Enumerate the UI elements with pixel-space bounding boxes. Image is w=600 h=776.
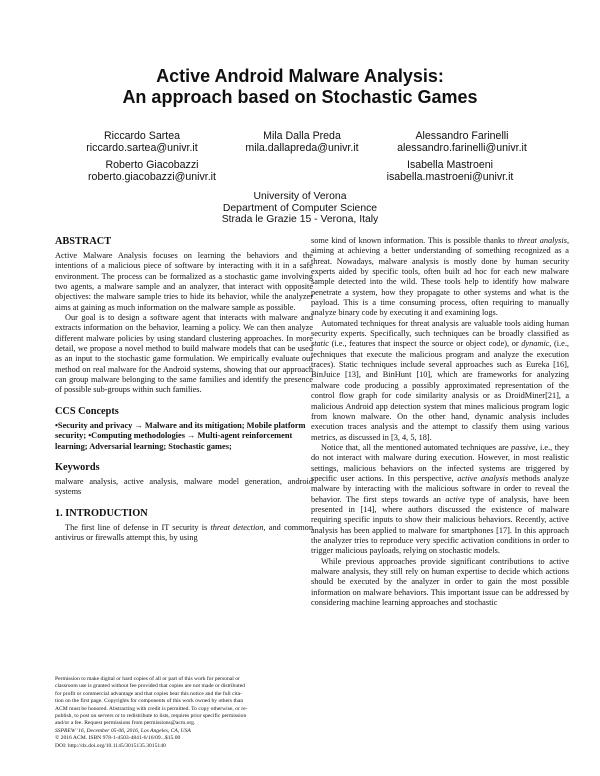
text-run: , aiming at achieving a better understanding of something recognized as a threat. Nowadays, malware analysis is mostly done by human security experts aided by specific tools, often built ad hoc for each new malware sample detected into the wild. These tools help to identify how malware penetrate a system, how they propagate to other systems and what is the payload. This is a time consuming process, often requiring to manually analyze binary code by executing it and examining logs. <box>311 236 570 318</box>
title-line-1: Active Android Malware Analysis: <box>156 66 444 86</box>
conference-line: SSPREW '16, December 05-06, 2016, Los Angeles, CA, USA <box>55 727 191 734</box>
permission-line: tion on the first page. Copyrights for components of this work owned by others than <box>55 698 244 705</box>
affiliation-line: Department of Computer Science <box>222 202 378 214</box>
introduction-heading: 1. INTRODUCTION <box>55 507 148 519</box>
permission-line: ACM must be honored. Abstracting with credit is permitted. To copy otherwise, or re- <box>55 705 248 712</box>
permission-line: for profit or commercial advantage and that copies bear this notice and the full cita- <box>55 690 243 697</box>
abstract-paragraph: Active Malware Analysis focuses on learning the behaviors and the intentions of a malicious piece of software by interacting with it in a safe environment. The process can be formalized as a stochastic game involving two agents, a malware sample and an analyzer, that interact with opposite objectives: the malware sample tries to hide its behavior, while the analyzer aims at gaining as much information on the malware sample as possible. <box>55 251 313 312</box>
copyright-line: © 2016 ACM. ISBN 978-1-4503-4841-6/16/09...$15.00 <box>55 735 181 742</box>
author-block <box>372 130 552 154</box>
author-email: isabella.mastroeni@univr.it <box>386 171 514 183</box>
text-run: , (i.e., techniques that execute the malicious program and analyze the execution traces). Static techniques include several approaches such as Eureka [16], BinJuice [13], and BinHunt [10], which are frameworks for analyzing malware code producing a possibly approximated representation of the control flow graph for code similarity analysis or as DroidMiner[21], a malicious Android app detection system that mines malicious program logic from known malware. On the other hand, dynamic analysis includes execution traces analysis and the attempt to classify them using various metrics, as discussed in [3, 4, 5, 18]. <box>311 339 569 442</box>
author-email: alessandro.farinelli@univr.it <box>397 142 527 154</box>
abstract-heading: ABSTRACT <box>55 236 112 247</box>
author-email: mila.dallapreda@univr.it <box>245 142 359 154</box>
text-run: some kind of known information. This is possible thanks to <box>311 236 518 245</box>
ccs-heading: CCS Concepts <box>55 405 119 417</box>
text-run: , and common antivirus or firewalls attempt this, by using <box>55 522 313 543</box>
paper-title <box>0 66 600 108</box>
introduction-paragraph <box>55 523 313 544</box>
body-paragraph <box>311 443 569 557</box>
emphasis: active analysis <box>457 473 509 483</box>
author-email: riccardo.sartea@univr.it <box>86 142 198 154</box>
affiliation <box>0 191 600 226</box>
emphasis: threat analysis <box>517 236 567 245</box>
author-name: Isabella Mastroeni <box>407 159 493 171</box>
author-block <box>222 130 382 154</box>
author-block <box>360 159 540 183</box>
text-run: (i.e., features that inspect the source or object code), or <box>328 339 522 349</box>
permission-line: classroom use is granted without fee provided that copies are not made or distributed <box>55 683 245 690</box>
emphasis: active <box>445 494 466 504</box>
right-column <box>311 236 569 608</box>
permission-notice <box>55 676 317 750</box>
author-email: roberto.giacobazzi@univr.it <box>88 171 216 183</box>
body-paragraph <box>311 319 569 443</box>
keywords-heading: Keywords <box>55 462 100 474</box>
emphasis: threat detection <box>210 522 264 532</box>
affiliation-line: Strada le Grazie 15 - Verona, Italy <box>221 214 379 225</box>
title-line-2: An approach based on Stochastic Games <box>122 87 478 107</box>
permission-line: and/or a fee. Request permissions from permissions@acm.org. <box>55 720 196 727</box>
body-paragraph: While previous approaches provide significant contributions to active malware analysis, they still rely on human expertise to decide which actions should be executed by the analyzer in order to gain the most possible information on malware behaviors. This important issue can be addressed by considering machine learning approaches and stochastic <box>311 556 569 608</box>
keywords-text: malware analysis, active analysis, malware model generation, android systems <box>55 477 313 497</box>
text-run: Notice that, all the mentioned automated techniques are <box>321 442 512 452</box>
text-run: type of analysis, have been presented in [14], where authors discussed the existence of malware requiring specific inputs to show their malicious behaviors. Recently, active analysis has been applied to malware for smartphones [17]. In this approach the analyzer tries to reproduce very specific activation conditions in order to trigger malicious payloads, relying on stochastic models. <box>311 494 569 556</box>
author-block <box>62 130 222 154</box>
permission-line: publish, to post on servers or to redistribute to lists, requires prior specific permission <box>55 713 247 720</box>
emphasis: dynamic <box>521 339 550 349</box>
author-name: Alessandro Farinelli <box>415 130 509 142</box>
text-run: Automated techniques for threat analysis are valuable tools aiding human security experts. Specifically, such techniques can be broadly classified as <box>311 318 569 339</box>
permission-line: Permission to make digital or hard copies of all or part of this work for personal or <box>55 676 240 682</box>
affiliation-line: University of Verona <box>253 191 347 202</box>
emphasis: passive <box>511 442 536 452</box>
author-name: Riccardo Sartea <box>104 130 180 142</box>
text-run: The first line of defense in IT security is <box>65 522 211 532</box>
left-column <box>55 236 313 543</box>
ccs-concepts: •Security and privacy → Malware and its mitigation; Mobile platform security; •Computing methodologies → Multi-agent reinforcement learning; Adversarial learning; Stochastic games; <box>55 420 306 451</box>
text-run: methods analyze malware by interacting with the malicious software in order to reveal the behavior. The first steps towards an <box>311 473 569 504</box>
body-paragraph <box>311 236 569 319</box>
author-name: Mila Dalla Preda <box>263 130 341 142</box>
author-block <box>62 159 242 183</box>
doi-line: DOI: http://dx.doi.org/10.1145/3015135.3015140 <box>55 742 166 749</box>
text-run: , i.e., they do not interact with malware during execution. However, in most realistic settings, malicious behaviors on the infected systems are triggered by specific user actions. In this perspective, <box>311 442 570 483</box>
abstract-paragraph: Our goal is to design a software agent that interacts with malware and extracts information on the behavior, learning a policy. We can then analyze different malware policies by using standard clustering approaches. In more detail, we propose a novel method to build malware models that can be used as an input to the stochastic game formulation. We empirically evaluate our method on real malware for the Android systems, showing that our approach can group malware belonging to the same families and identify the presence of possible sub-groups within such families. <box>55 313 313 395</box>
author-name: Roberto Giacobazzi <box>105 159 199 171</box>
emphasis: static <box>311 339 329 349</box>
